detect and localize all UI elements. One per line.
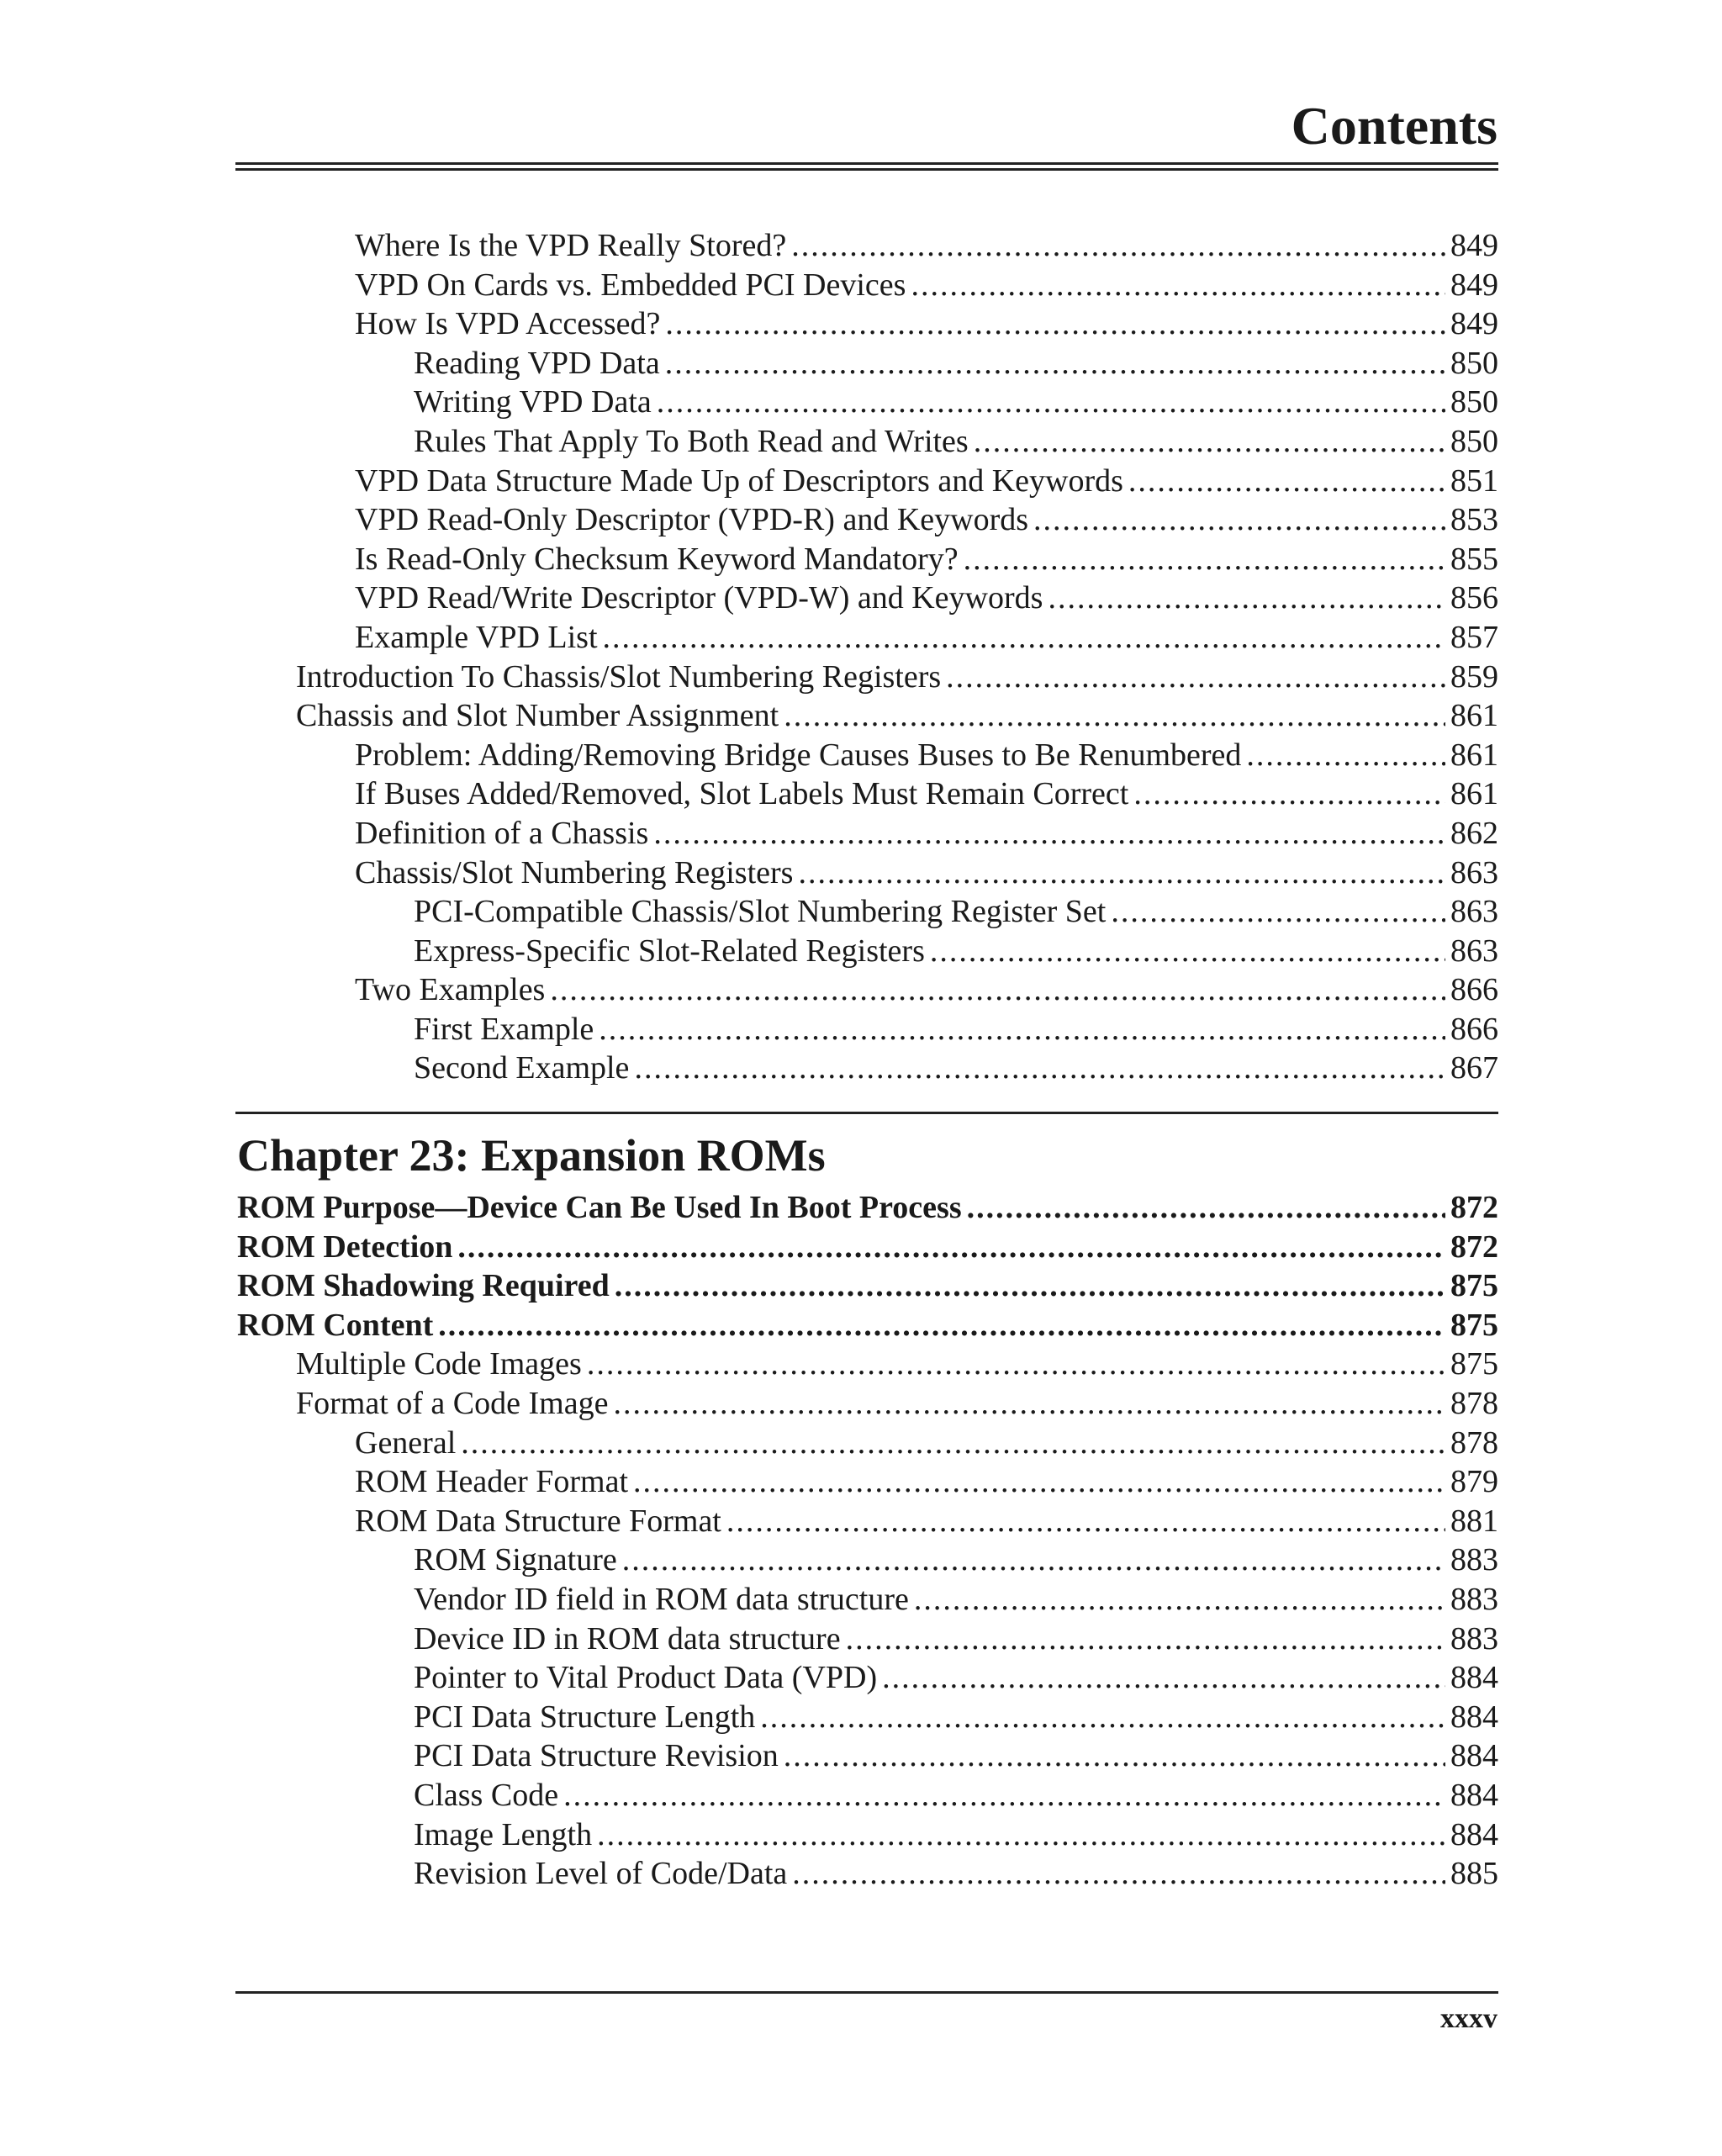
toc-entry-title: ROM Data Structure Format xyxy=(355,1503,721,1539)
toc-entry[interactable] xyxy=(235,619,1498,658)
toc-entry-title: VPD On Cards vs. Embedded PCI Devices xyxy=(355,267,906,303)
toc-entry-title: VPD Data Structure Made Up of Descriptors and Keywords xyxy=(355,462,1123,499)
dot-leader xyxy=(1033,501,1445,538)
toc-entry-title: ROM Shadowing Required xyxy=(237,1268,610,1304)
toc-entry[interactable] xyxy=(235,854,1498,894)
toc-entry-title: Is Read-Only Checksum Keyword Mandatory? xyxy=(355,541,959,577)
dot-leader xyxy=(791,227,1445,264)
dot-leader xyxy=(784,1737,1445,1774)
toc-entry[interactable] xyxy=(235,383,1498,423)
toc-entry[interactable] xyxy=(235,1189,1498,1229)
toc-entry[interactable] xyxy=(235,1049,1498,1089)
toc-entry-title: Pointer to Vital Product Data (VPD) xyxy=(414,1660,878,1696)
toc-entry-page-number: 884 xyxy=(1450,1660,1498,1696)
toc-entry-page-number: 855 xyxy=(1450,541,1498,577)
toc-entry-title: Device ID in ROM data structure xyxy=(414,1620,841,1657)
dot-leader xyxy=(653,815,1445,852)
toc-entry-title: Chassis/Slot Numbering Registers xyxy=(355,854,794,890)
dot-leader xyxy=(964,541,1445,578)
toc-entry[interactable] xyxy=(235,1541,1498,1581)
toc-entry[interactable] xyxy=(235,697,1498,737)
toc-entry-title: Second Example xyxy=(414,1050,630,1086)
toc-entry[interactable] xyxy=(235,1699,1498,1738)
toc-entry-title: Writing VPD Data xyxy=(414,384,652,420)
toc-entry-title: Express-Specific Slot-Related Registers xyxy=(414,933,925,969)
toc-entry-page-number: 850 xyxy=(1450,384,1498,420)
toc-entry-page-number: 884 xyxy=(1450,1699,1498,1735)
toc-entry-title: First Example xyxy=(414,1011,594,1047)
toc-entry-title: Revision Level of Code/Data xyxy=(414,1856,788,1892)
toc-entry[interactable] xyxy=(235,1659,1498,1699)
dot-leader xyxy=(974,423,1445,460)
toc-entry[interactable] xyxy=(235,541,1498,580)
toc-entry-page-number: 851 xyxy=(1450,462,1498,499)
toc-entry-page-number: 856 xyxy=(1450,580,1498,616)
toc-entry-title: Class Code xyxy=(414,1777,559,1813)
toc-entry-page-number: 863 xyxy=(1450,854,1498,890)
toc-entry-title: ROM Detection xyxy=(237,1229,453,1265)
dot-leader xyxy=(726,1503,1445,1540)
dot-leader xyxy=(792,1855,1445,1892)
dot-leader xyxy=(1128,462,1445,499)
toc-entry[interactable] xyxy=(235,1011,1498,1050)
toc-entry-title: ROM Header Format xyxy=(355,1464,629,1500)
toc-entry-page-number: 866 xyxy=(1450,972,1498,1008)
dot-leader xyxy=(622,1541,1445,1578)
toc-entry-page-number: 883 xyxy=(1450,1581,1498,1617)
toc-entry-title: PCI Data Structure Length xyxy=(414,1699,756,1735)
page-title: Contents xyxy=(1291,96,1498,156)
toc-entry[interactable] xyxy=(235,1424,1498,1464)
toc-section-chapter-23 xyxy=(235,1189,1498,1894)
dot-leader xyxy=(911,267,1445,304)
dot-leader xyxy=(665,345,1445,382)
toc-entry[interactable] xyxy=(235,971,1498,1011)
dot-leader xyxy=(587,1345,1445,1382)
dot-leader xyxy=(914,1581,1445,1618)
toc-entry-page-number: 862 xyxy=(1450,815,1498,851)
toc-entry[interactable] xyxy=(235,775,1498,815)
toc-entry[interactable] xyxy=(235,1503,1498,1542)
toc-entry-title: Chassis and Slot Number Assignment xyxy=(296,698,779,734)
toc-entry[interactable] xyxy=(235,893,1498,933)
toc-entry-page-number: 863 xyxy=(1450,933,1498,969)
toc-entry-title: Reading VPD Data xyxy=(414,345,660,381)
dot-leader xyxy=(633,1463,1445,1500)
dot-leader xyxy=(846,1620,1445,1657)
toc-entry-title: Introduction To Chassis/Slot Numbering Registers xyxy=(296,658,942,695)
toc-entry-page-number: 878 xyxy=(1450,1385,1498,1421)
dot-leader xyxy=(665,305,1445,342)
toc-entry-page-number: 863 xyxy=(1450,894,1498,930)
toc-entry[interactable] xyxy=(235,1620,1498,1660)
toc-entry-title: Vendor ID field in ROM data structure xyxy=(414,1581,909,1617)
toc-entry[interactable] xyxy=(235,345,1498,384)
toc-entry[interactable] xyxy=(235,933,1498,972)
section-divider xyxy=(235,1112,1498,1114)
toc-entry-page-number: 884 xyxy=(1450,1816,1498,1852)
toc-entry-page-number: 850 xyxy=(1450,423,1498,459)
toc-entry[interactable] xyxy=(235,1777,1498,1816)
dot-leader xyxy=(798,854,1445,891)
dot-leader xyxy=(613,1385,1445,1422)
toc-entry-title: If Buses Added/Removed, Slot Labels Must Remain Correct xyxy=(355,776,1129,812)
dot-leader xyxy=(1133,775,1445,812)
toc-entry-page-number: 878 xyxy=(1450,1424,1498,1461)
toc-entry-page-number: 875 xyxy=(1450,1307,1498,1343)
dot-leader xyxy=(615,1267,1445,1304)
dot-leader xyxy=(550,971,1445,1008)
toc-list xyxy=(235,227,1498,1089)
dot-leader xyxy=(461,1424,1445,1461)
toc-section-vpd xyxy=(235,227,1498,1089)
toc-entry-page-number: 872 xyxy=(1450,1190,1498,1225)
toc-list xyxy=(235,1189,1498,1894)
dot-leader xyxy=(930,933,1445,970)
toc-entry[interactable] xyxy=(235,501,1498,541)
toc-entry-title: Two Examples xyxy=(355,972,546,1008)
toc-entry-page-number: 861 xyxy=(1450,776,1498,812)
dot-leader xyxy=(657,383,1445,420)
toc-entry[interactable] xyxy=(235,1307,1498,1346)
dot-leader xyxy=(634,1049,1445,1086)
toc-entry[interactable] xyxy=(235,267,1498,306)
toc-entry-title: Where Is the VPD Really Stored? xyxy=(355,228,787,263)
toc-entry[interactable] xyxy=(235,579,1498,619)
header-double-rule xyxy=(235,162,1498,171)
toc-entry-title: Format of a Code Image xyxy=(296,1385,609,1421)
toc-entry-page-number: 849 xyxy=(1450,267,1498,303)
dot-leader xyxy=(599,1011,1445,1048)
toc-entry-page-number: 857 xyxy=(1450,619,1498,655)
dot-leader xyxy=(457,1229,1445,1266)
dot-leader xyxy=(946,658,1445,695)
dot-leader xyxy=(1246,737,1445,774)
toc-entry[interactable] xyxy=(235,815,1498,854)
toc-entry-title: ROM Content xyxy=(237,1307,434,1343)
toc-entry[interactable] xyxy=(235,1385,1498,1424)
toc-entry-page-number: 883 xyxy=(1450,1542,1498,1578)
toc-entry-title: How Is VPD Accessed? xyxy=(355,306,661,342)
toc-entry-page-number: 884 xyxy=(1450,1777,1498,1813)
page-number: xxxv xyxy=(1440,2003,1498,2034)
toc-entry-page-number: 881 xyxy=(1450,1503,1498,1539)
toc-entry-page-number: 850 xyxy=(1450,345,1498,381)
toc-entry[interactable] xyxy=(235,1267,1498,1307)
dot-leader xyxy=(784,697,1445,734)
toc-entry-title: Problem: Adding/Removing Bridge Causes Buses to Be Renumbered xyxy=(355,737,1242,773)
toc-entry-page-number: 875 xyxy=(1450,1346,1498,1382)
toc-entry-page-number: 853 xyxy=(1450,502,1498,538)
toc-entry-title: VPD Read/Write Descriptor (VPD-W) and Keywords xyxy=(355,580,1043,616)
dot-leader xyxy=(603,619,1445,656)
toc-entry[interactable] xyxy=(235,227,1498,267)
toc-entry-page-number: 885 xyxy=(1450,1856,1498,1892)
toc-entry-title: ROM Signature xyxy=(414,1542,617,1578)
toc-entry[interactable] xyxy=(235,1855,1498,1894)
footer-rule xyxy=(235,1991,1498,1994)
dot-leader xyxy=(597,1816,1445,1853)
toc-entry-page-number: 849 xyxy=(1450,306,1498,342)
toc-entry-page-number: 849 xyxy=(1450,228,1498,263)
toc-entry-page-number: 879 xyxy=(1450,1464,1498,1500)
toc-entry[interactable] xyxy=(235,1463,1498,1503)
dot-leader xyxy=(438,1307,1445,1344)
toc-entry-title: Example VPD List xyxy=(355,619,598,655)
toc-entry[interactable] xyxy=(235,1816,1498,1856)
dot-leader xyxy=(1048,579,1445,616)
toc-entry-page-number: 867 xyxy=(1450,1050,1498,1086)
toc-entry[interactable] xyxy=(235,423,1498,462)
toc-entry[interactable] xyxy=(235,305,1498,345)
toc-entry-page-number: 883 xyxy=(1450,1620,1498,1657)
toc-entry-page-number: 859 xyxy=(1450,658,1498,695)
dot-leader xyxy=(563,1777,1445,1814)
toc-entry-title: Rules That Apply To Both Read and Writes xyxy=(414,423,969,459)
toc-entry[interactable] xyxy=(235,462,1498,502)
toc-entry[interactable] xyxy=(235,1737,1498,1777)
dot-leader xyxy=(760,1699,1445,1736)
toc-entry-title: Image Length xyxy=(414,1816,593,1852)
toc-entry[interactable] xyxy=(235,1229,1498,1268)
toc-entry[interactable] xyxy=(235,658,1498,698)
toc-entry-title: PCI-Compatible Chassis/Slot Numbering Register Set xyxy=(414,894,1107,930)
dot-leader xyxy=(1111,893,1445,930)
chapter-title: Chapter 23: Expansion ROMs xyxy=(237,1130,826,1181)
toc-entry[interactable] xyxy=(235,1581,1498,1620)
toc-entry[interactable] xyxy=(235,737,1498,776)
toc-entry-title: ROM Purpose—Device Can Be Used In Boot Process xyxy=(237,1190,962,1225)
toc-entry[interactable] xyxy=(235,1345,1498,1385)
toc-entry-page-number: 884 xyxy=(1450,1738,1498,1774)
toc-entry-title: General xyxy=(355,1424,457,1461)
toc-entry-title: PCI Data Structure Revision xyxy=(414,1738,779,1774)
toc-entry-page-number: 866 xyxy=(1450,1011,1498,1047)
toc-entry-title: VPD Read-Only Descriptor (VPD-R) and Keywords xyxy=(355,502,1029,538)
toc-entry-page-number: 872 xyxy=(1450,1229,1498,1265)
toc-entry-title: Definition of a Chassis xyxy=(355,815,649,851)
dot-leader xyxy=(967,1189,1445,1226)
toc-entry-page-number: 861 xyxy=(1450,737,1498,773)
dot-leader xyxy=(882,1659,1445,1696)
toc-entry-title: Multiple Code Images xyxy=(296,1346,582,1382)
toc-entry-page-number: 875 xyxy=(1450,1268,1498,1304)
toc-entry-page-number: 861 xyxy=(1450,698,1498,734)
